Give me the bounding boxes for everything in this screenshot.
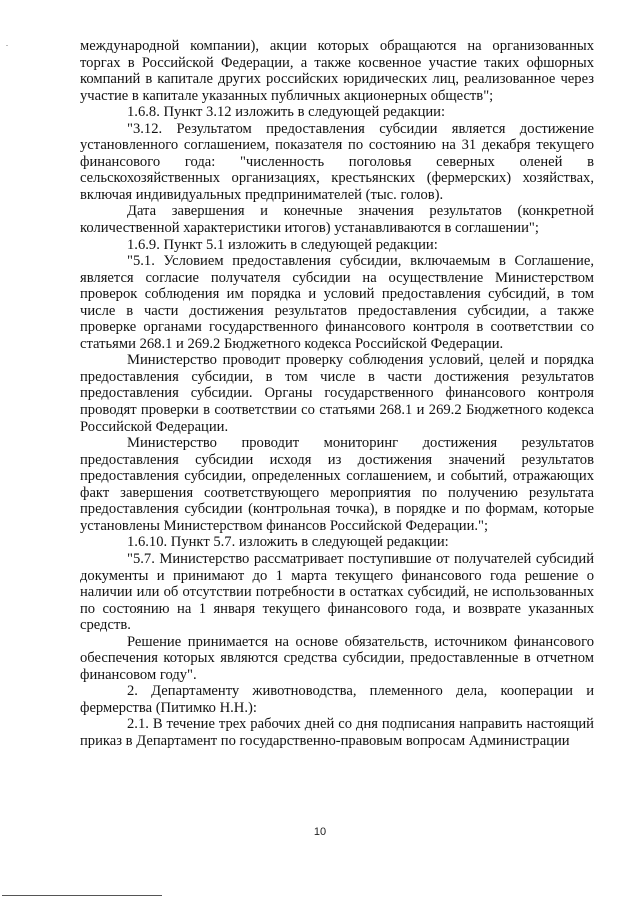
paragraph-ministry-monitoring: Министерство проводит мониторинг достижения результатов предоставления субсидии исходя из достижения значений результатов предоставления субсидии, определенных соглашением, и событий, отражающих факт завершения соответствующего мероприятия по получению результата предоставления субсидии (контрольная точка), в порядке и по формам, которые установлены Министерством финансов Российской Федерации."; bbox=[80, 435, 594, 534]
paragraph-item-1-6-9: 1.6.9. Пункт 5.1 изложить в следующей редакции: bbox=[127, 236, 438, 253]
paragraph-item-2: 2. Департаменту животноводства, племенного дела, кооперации и фермерства (Питимко Н.Н.): bbox=[80, 683, 594, 716]
paragraph-completion-date: Дата завершения и конечные значения результатов (конкретной количественной характеристики итогов) устанавливаются в соглашении"; bbox=[80, 203, 594, 237]
footer-divider bbox=[2, 895, 162, 896]
paragraph-clause-3-12: "3.12. Результатом предоставления субсидии является достижение установленного соглашением, показателя по состоянию на 31 декабря текущего финансового года: "численность поголовья северных оленей в сельскохозяйственных организациях, крестьянских (фермерских) хозяйствах, включая индивидуальных предпринимателей (тыс. голов). bbox=[80, 120, 594, 203]
document-body bbox=[80, 38, 594, 750]
paragraph-continuation: международной компании), акции которых обращаются на организованных торгах в Российской Федерации, а также косвенное участие таких офшорных компаний в капитале других российских юридических лиц, реализованное через участие в капитале указанных публичных акционерных обществ"; bbox=[80, 38, 594, 104]
paragraph-item-1-6-10: 1.6.10. Пункт 5.7. изложить в следующей редакции: bbox=[127, 534, 449, 551]
page-number: 10 bbox=[313, 826, 327, 838]
scan-artifact bbox=[6, 45, 8, 46]
paragraph-clause-5-1: "5.1. Условием предоставления субсидии, включаемым в Соглашение, является согласие получателя субсидии на осуществление Министерством проверок соблюдения им порядка и условий предоставления субсидий, в том числе в части достижения результатов предоставления субсидии, а также проверке органами государственного финансового контроля в соответствии со статьями 268.1 и 269.2 Бюджетного кодекса Российской Федерации. bbox=[80, 253, 594, 352]
paragraph-decision: Решение принимается на основе обязательств, источником финансового обеспечения которых являются средства субсидии, предоставленные в отчетном финансовом году". bbox=[80, 633, 594, 683]
paragraph-ministry-inspection: Министерство проводит проверку соблюдения условий, целей и порядка предоставления субсидии, в том числе в части достижения результатов предоставления субсидии. Органы государственного финансового контроля проводят проверки в соответствии со статьями 268.1 и 269.2 Бюджетного кодекса Российской Федерации. bbox=[80, 352, 594, 435]
paragraph-item-1-6-8: 1.6.8. Пункт 3.12 изложить в следующей редакции: bbox=[127, 104, 446, 121]
paragraph-item-2-1: 2.1. В течение трех рабочих дней со дня подписания направить настоящий приказ в Департамент по государственно-правовым вопросам Администрации bbox=[80, 716, 594, 749]
paragraph-clause-5-7: "5.7. Министерство рассматривает поступившие от получателей субсидий документы и принимают до 1 марта текущего финансового года решение о наличии или об отсутствии потребности в остатках субсидий, не использованных по состоянию на 1 января текущего финансового года, и возврате указанных средств. bbox=[80, 550, 594, 634]
